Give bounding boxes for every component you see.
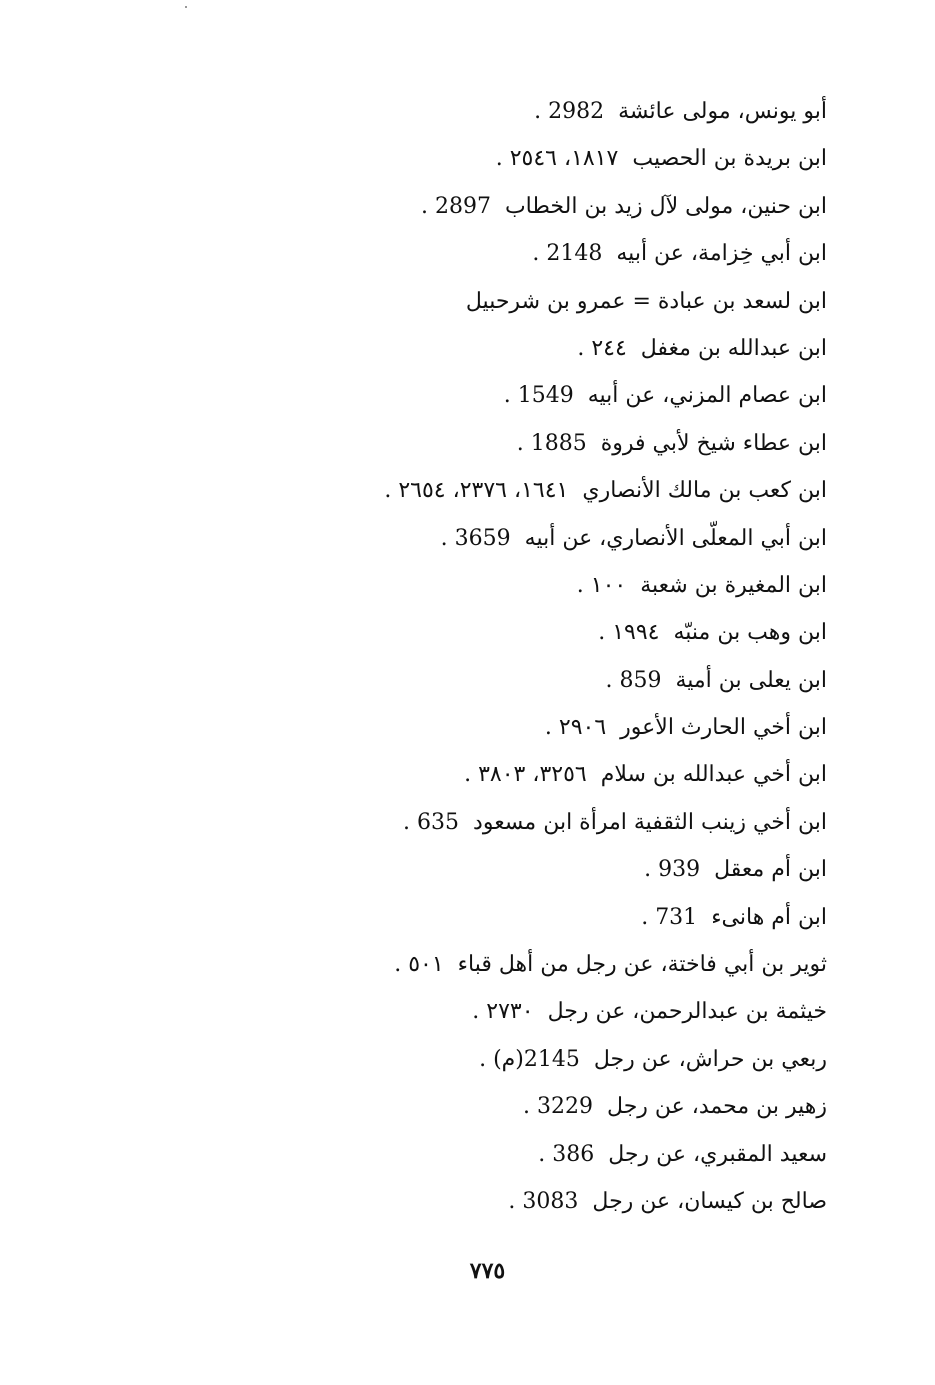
- entry-references: 2897 .: [420, 193, 491, 219]
- entry-references: 386 .: [538, 1141, 595, 1167]
- index-entry: [187, 135, 827, 182]
- index-entry: [187, 704, 827, 751]
- entry-references: 859 .: [605, 667, 662, 693]
- entry-references: 3659 .: [440, 525, 511, 551]
- entry-references: ١٦٤١، ٢٣٧٦، ٢٦٥٤ .: [384, 478, 569, 504]
- entry-name: صالح بن كيسان، عن رجل: [592, 1188, 827, 1214]
- index-entry: [187, 183, 827, 230]
- entry-name: سعيد المقبري، عن رجل: [608, 1141, 827, 1167]
- index-entry: [187, 420, 827, 467]
- entry-references: 1885 .: [516, 430, 587, 456]
- index-entry: [187, 941, 827, 988]
- index-entry: [187, 278, 827, 325]
- narrator-index-list: [187, 88, 827, 1225]
- index-entry: [187, 846, 827, 893]
- entry-name: ابن بريدة بن الحصيب: [632, 146, 827, 172]
- index-entry: [187, 88, 827, 135]
- index-entry: [187, 751, 827, 798]
- entry-references: 3083 .: [508, 1188, 579, 1214]
- entry-name: ابن أم معقل: [714, 857, 827, 883]
- entry-name: ابن أبي المعلّى الأنصاري، عن أبيه: [524, 525, 827, 551]
- entry-references: ٣٢٥٦، ٣٨٠٣ .: [464, 762, 587, 788]
- entry-name: ابن أم هانىء: [711, 904, 827, 930]
- entry-name: ابن يعلى بن أمية: [675, 667, 827, 693]
- entry-name: خيثمة بن عبدالرحمن، عن رجل: [547, 999, 827, 1025]
- entry-name: ابن كعب بن مالك الأنصاري: [582, 478, 827, 504]
- entry-references: 1549 .: [503, 383, 574, 409]
- entry-references: ٥٠١ .: [394, 952, 444, 978]
- scan-speck: [185, 6, 187, 8]
- page-number: ٧٧٥: [469, 1258, 506, 1284]
- index-entry: [187, 467, 827, 514]
- entry-name: ثوير بن أبي فاختة، عن رجل من أهل قباء: [457, 952, 827, 978]
- index-entry: [187, 988, 827, 1035]
- index-entry: [187, 657, 827, 704]
- entry-references: 2148 .: [532, 241, 603, 267]
- index-entry: [187, 515, 827, 562]
- entry-references: 2982 .: [534, 99, 605, 124]
- entry-references: ١٠٠ .: [576, 572, 627, 598]
- entry-name: ابن عطاء شيخ لأبي فروة: [600, 430, 827, 456]
- entry-references: ٢٧٣٠ .: [472, 999, 534, 1025]
- entry-name: زهير بن محمد، عن رجل: [607, 1094, 827, 1120]
- entry-name: ابن عبدالله بن مغفل: [640, 335, 827, 361]
- entry-name: ابن عصام المزني، عن أبيه: [587, 383, 827, 409]
- index-entry: [187, 1036, 827, 1083]
- entry-name: ابن أخي عبدالله بن سلام: [600, 762, 827, 788]
- entry-name: ربعي بن حراش، عن رجل: [593, 1046, 827, 1072]
- entry-name: ابن وهب بن منبّه: [673, 620, 827, 646]
- entry-references: ١٨١٧، ٢٥٤٦ .: [495, 146, 619, 172]
- index-entry: [187, 1178, 827, 1225]
- entry-references: ٢٤٤ .: [577, 335, 627, 361]
- index-entry: [187, 609, 827, 656]
- entry-name: ابن أبي خِزامة، عن أبيه: [616, 241, 827, 267]
- entry-name: ابن حنين، مولى لآل زيد بن الخطاب: [504, 193, 827, 219]
- entry-references: ٢٩٠٦ .: [544, 715, 607, 741]
- entry-references: 3229 .: [523, 1094, 594, 1120]
- index-entry: [187, 894, 827, 941]
- index-entry: [187, 372, 827, 419]
- entry-name: ابن أخي الحارث الأعور: [620, 715, 827, 741]
- entry-references: ١٩٩٤ .: [598, 620, 660, 646]
- entry-references: 2145(م) .: [479, 1046, 580, 1072]
- entry-name: أبو يونس، مولى عائشة: [618, 99, 827, 124]
- entry-name: ابن أخي زينب الثقفية امرأة ابن مسعود: [473, 809, 827, 835]
- index-entry: [187, 562, 827, 609]
- index-entry: [187, 1083, 827, 1130]
- entry-name: ابن لسعد بن عبادة = عمرو بن شرحبيل: [465, 288, 827, 314]
- entry-references: 939 .: [644, 857, 701, 883]
- entry-references: 731 .: [641, 904, 698, 930]
- entry-references: 635 .: [403, 809, 460, 835]
- index-entry: [187, 230, 827, 277]
- index-entry: [187, 325, 827, 372]
- index-entry: [187, 1131, 827, 1178]
- entry-name: ابن المغيرة بن شعبة: [640, 572, 827, 598]
- index-entry: [187, 799, 827, 846]
